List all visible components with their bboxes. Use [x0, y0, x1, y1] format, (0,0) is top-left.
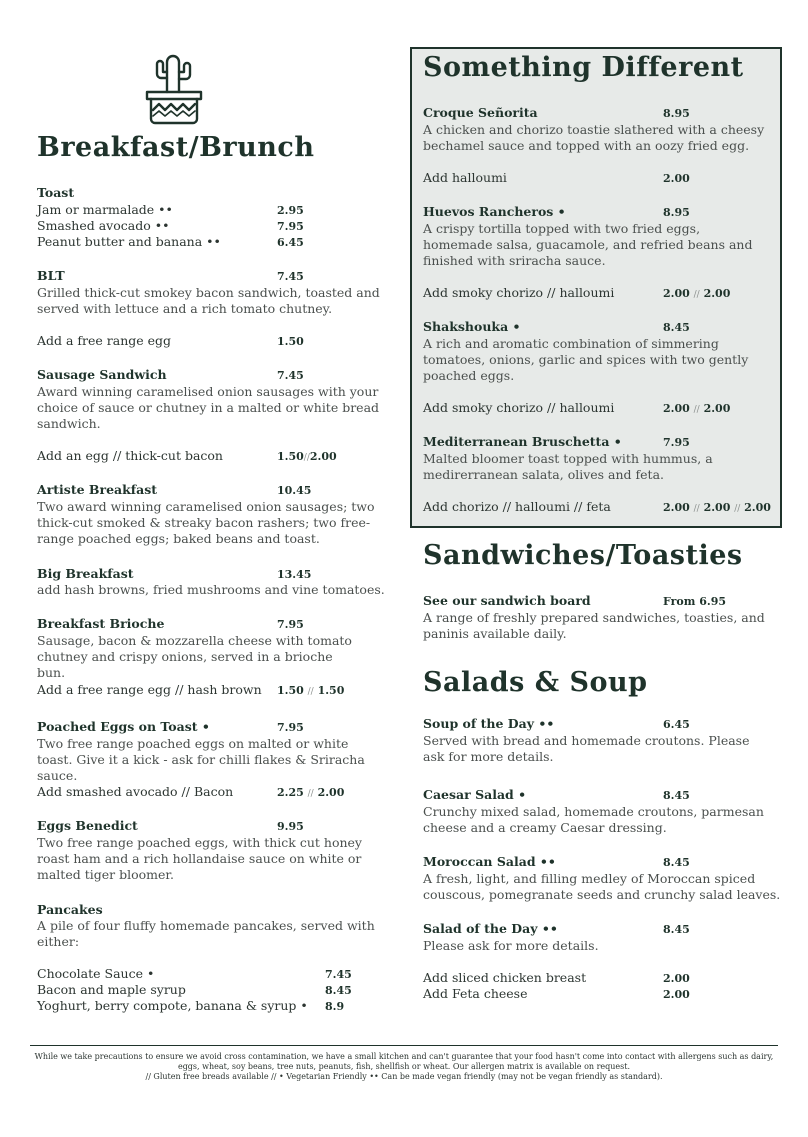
- shakshouka-addon-price: 2.00: [703, 402, 731, 415]
- huevos-desc: A crispy tortilla topped with two fried eggs, homemade salsa, guacamole, and refried beans and finished with sriracha sauce.: [423, 221, 753, 268]
- moroccan-price: 8.45: [663, 856, 690, 869]
- soup-price: 6.45: [663, 718, 690, 731]
- pancakes-item-price: 7.45: [325, 968, 352, 981]
- dietary-key-text: // Gluten free breads available // • Vegetarian Friendly •• Can be made vegan friendly (may not be vegan friendly as standard).: [145, 1072, 663, 1081]
- poached-addon-prices: 2.25 // 2.00: [277, 786, 345, 799]
- salad-of-the-day-name: Salad of the Day ••: [423, 921, 558, 936]
- sandwich-board-desc: A range of freshly prepared sandwiches, toasties, and paninis available daily.: [423, 610, 765, 641]
- pancakes-item-label: Chocolate Sauce •: [37, 966, 155, 981]
- shakshouka-addon-label: Add smoky chorizo // halloumi: [423, 400, 615, 415]
- poached-addon-price: 2.25: [277, 786, 304, 799]
- shakshouka-price: 8.45: [663, 321, 690, 334]
- huevos-addon-price: 2.00: [703, 287, 731, 300]
- bruschetta-price: 7.95: [663, 436, 690, 449]
- sausage-addon-price: 1.50: [277, 450, 304, 463]
- caesar-name: Caesar Salad •: [423, 787, 527, 802]
- huevos-addon-price: 2.00: [663, 287, 690, 300]
- brioche-addon-label: Add a free range egg // hash brown: [37, 682, 262, 697]
- sausage-addon-prices: 1.50//2.00: [277, 450, 337, 463]
- bruschetta-addon-price: 2.00: [663, 501, 690, 514]
- poached-price: 7.95: [277, 721, 304, 734]
- artiste-desc: Two award winning caramelised onion sausages; two thick-cut smoked & streaky bacon rashers; two free-range poached eggs; baked beans and toast.: [37, 499, 375, 546]
- extra-label: Add sliced chicken breast: [423, 970, 587, 985]
- croque-desc: A chicken and chorizo toastie slathered with a cheesy bechamel sauce and topped with an oozy fried egg.: [423, 122, 765, 153]
- croque-addon-label: Add halloumi: [423, 170, 507, 185]
- big-breakfast-name: Big Breakfast: [37, 566, 134, 581]
- sandwich-board-price: From 6.95: [663, 595, 727, 608]
- bruschetta-addon-label: Add chorizo // halloumi // feta: [423, 499, 611, 514]
- blt-name: BLT: [37, 268, 65, 283]
- brioche-desc: Sausage, bacon & mozzarella cheese with tomato chutney and crispy onions, served in a brioche bun.: [37, 633, 352, 680]
- croque-name: Croque Señorita: [423, 105, 538, 120]
- sausage-addon-label: Add an egg // thick-cut bacon: [37, 448, 223, 463]
- pancakes-item-price: 8.45: [325, 984, 352, 997]
- benedict-name: Eggs Benedict: [37, 818, 138, 833]
- sandwich-board-name: See our sandwich board: [423, 593, 591, 608]
- sausage-addon-price: 2.00: [309, 450, 337, 463]
- brioche-price: 7.95: [277, 618, 304, 631]
- salads-heading: Salads & Soup: [423, 667, 648, 698]
- toast-item-price: 2.95: [277, 204, 304, 217]
- cactus-pot-icon: [143, 48, 205, 128]
- shakshouka-name: Shakshouka •: [423, 319, 521, 334]
- huevos-price: 8.95: [663, 206, 690, 219]
- pancakes-desc: A pile of four fluffy homemade pancakes, served with either:: [37, 918, 375, 949]
- footer-divider: [30, 1045, 778, 1046]
- bruschetta-name: Mediterranean Bruschetta •: [423, 434, 622, 449]
- sandwiches-heading: Sandwiches/Toasties: [423, 540, 743, 571]
- croque-price: 8.95: [663, 107, 690, 120]
- shakshouka-desc: A rich and aromatic combination of simmering tomatoes, onions, garlic and spices with two gently poached eggs.: [423, 336, 749, 383]
- pancakes-item-price: 8.9: [325, 1000, 345, 1013]
- poached-name: Poached Eggs on Toast •: [37, 719, 210, 734]
- toast-title: Toast: [37, 185, 75, 200]
- something-different-heading: Something Different: [423, 52, 744, 83]
- bruschetta-addon-prices: 2.00 // 2.00 // 2.00: [663, 501, 771, 514]
- huevos-addon-label: Add smoky chorizo // halloumi: [423, 285, 615, 300]
- salad-of-the-day-desc: Please ask for more details.: [423, 938, 599, 953]
- pancakes-item-label: Yoghurt, berry compote, banana & syrup •: [37, 998, 308, 1013]
- poached-desc: Two free range poached eggs on malted or white toast. Give it a kick - ask for chilli flakes & Sriracha sauce.: [37, 736, 365, 783]
- artiste-price: 10.45: [277, 484, 312, 497]
- brioche-addon-price: 1.50: [317, 684, 345, 697]
- big-breakfast-price: 13.45: [277, 568, 312, 581]
- huevos-addon-prices: 2.00 // 2.00: [663, 287, 731, 300]
- toast-item-price: 6.45: [277, 236, 304, 249]
- toast-item-price: 7.95: [277, 220, 304, 233]
- sausage-name: Sausage Sandwich: [37, 367, 167, 382]
- toast-item-label: Smashed avocado ••: [37, 218, 170, 233]
- salad-of-the-day-price: 8.45: [663, 923, 690, 936]
- pancakes-item-label: Bacon and maple syrup: [37, 982, 186, 997]
- caesar-price: 8.45: [663, 789, 690, 802]
- poached-addon-label: Add smashed avocado // Bacon: [37, 784, 234, 799]
- croque-addon-price: 2.00: [663, 172, 690, 185]
- allergen-notice-text: While we take precautions to ensure we avoid cross contamination, we have a small kitchen and can't guarantee that your food hasn't come into contact with allergens such as dairy, eggs, wheat, soy beans, tree nuts, peanuts, fish, shellfish or wheat. Our allergen matrix is available on request.: [34, 1052, 774, 1071]
- allergen-notice: [28, 1052, 780, 1082]
- blt-desc: Grilled thick-cut smokey bacon sandwich, toasted and served with lettuce and a rich tomato chutney.: [37, 285, 380, 316]
- caesar-desc: Crunchy mixed salad, homemade croutons, parmesan cheese and a creamy Caesar dressing.: [423, 804, 764, 835]
- big-breakfast-desc: add hash browns, fried mushrooms and vine tomatoes.: [37, 582, 385, 597]
- poached-addon-price: 2.00: [317, 786, 345, 799]
- bruschetta-addon-price: 2.00: [744, 501, 771, 514]
- artiste-name: Artiste Breakfast: [37, 482, 158, 497]
- toast-item-label: Jam or marmalade ••: [37, 202, 173, 217]
- blt-addon-price: 1.50: [277, 335, 304, 348]
- blt-price: 7.45: [277, 270, 304, 283]
- huevos-name: Huevos Rancheros •: [423, 204, 566, 219]
- benedict-price: 9.95: [277, 820, 304, 833]
- sausage-price: 7.45: [277, 369, 304, 382]
- brioche-addon-price: 1.50: [277, 684, 304, 697]
- extra-price: 2.00: [663, 972, 690, 985]
- breakfast-heading: Breakfast/Brunch: [37, 132, 315, 163]
- bruschetta-addon-price: 2.00: [703, 501, 731, 514]
- shakshouka-addon-price: 2.00: [663, 402, 690, 415]
- brioche-name: Breakfast Brioche: [37, 616, 165, 631]
- toast-item-label: Peanut butter and banana ••: [37, 234, 221, 249]
- benedict-desc: Two free range poached eggs, with thick cut honey roast ham and a rich hollandaise sauce on white or malted tiger bloomer.: [37, 835, 362, 882]
- soup-desc: Served with bread and homemade croutons. Please ask for more details.: [423, 733, 750, 764]
- moroccan-desc: A fresh, light, and filling medley of Moroccan spiced couscous, pomegranate seeds and crunchy salad leaves.: [423, 871, 781, 902]
- soup-name: Soup of the Day ••: [423, 716, 555, 731]
- extra-label: Add Feta cheese: [423, 986, 528, 1001]
- extra-price: 2.00: [663, 988, 690, 1001]
- shakshouka-addon-prices: 2.00 // 2.00: [663, 402, 731, 415]
- brioche-addon-prices: 1.50 // 1.50: [277, 684, 345, 697]
- blt-addon-label: Add a free range egg: [37, 333, 172, 348]
- bruschetta-desc: Malted bloomer toast topped with hummus, a medirerranean salata, olives and feta.: [423, 451, 713, 482]
- pancakes-name: Pancakes: [37, 902, 103, 917]
- sausage-desc: Award winning caramelised onion sausages with your choice of sauce or chutney in a malted or white bread sandwich.: [37, 384, 380, 431]
- moroccan-name: Moroccan Salad ••: [423, 854, 556, 869]
